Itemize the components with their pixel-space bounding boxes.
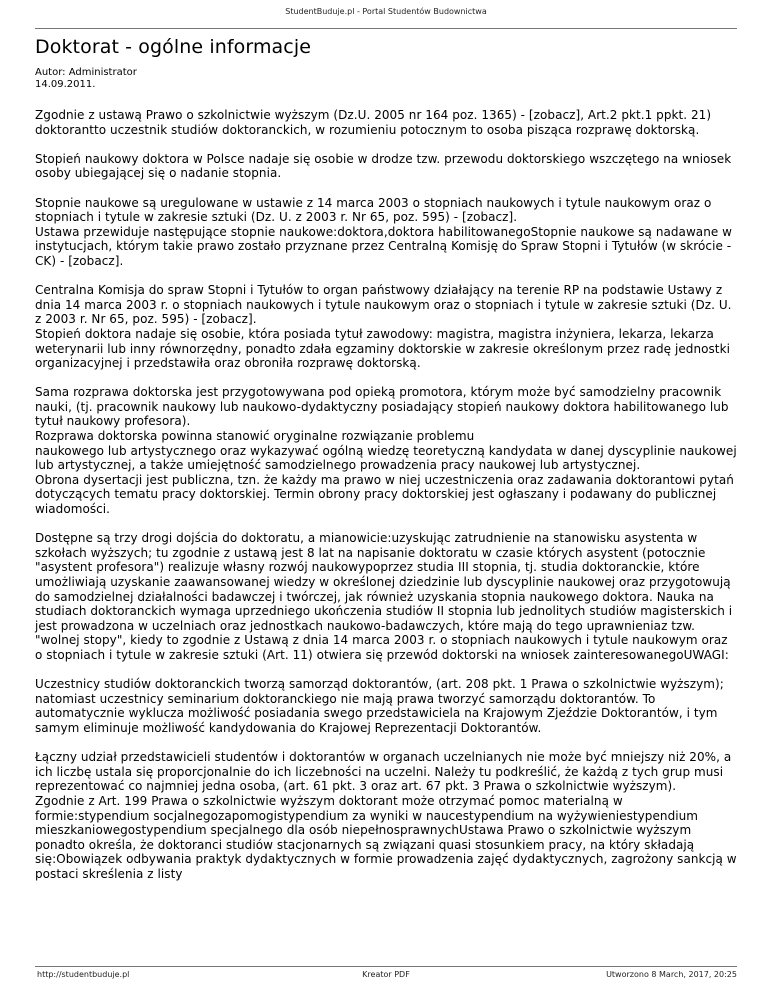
paragraph — [35, 108, 737, 137]
paragraph-text: naukowego lub artystycznego oraz wykazywać ogólną wiedzę teoretyczną kandydata w danej dyscyplinie naukowej lub artystycznej, a także umiejętność samodzielnego prowadzenia pracy naukowej lub artystycznej. — [35, 443, 737, 473]
paragraph — [35, 385, 737, 516]
site-title: StudentBuduje.pl - Portal Studentów Budownictwa — [285, 7, 487, 16]
article-body — [35, 108, 737, 896]
paragraph-text: Zgodnie z Art. 199 Prawa o szkolnictwie wyższym doktorant może otrzymać pomoc materialną w formie:stypendium socjalnegozapomogistypendium za wyniki w naucestypendium na wyżywieniestypendium mieszkaniowegostypendium specjalnego dla osób niepełnosprawnychUstawa Prawo o szkolnictwie wyższym ponadto określa, że doktoranci studiów stacjonarnych są związani quasi stosunkiem pracy, na który składają się:Obowiązek odbywania praktyk dydaktycznych w formie prowadzenia zajęć dydaktycznych, zagrożony sankcją w postaci skreślenia z listy — [35, 793, 737, 881]
footer-created: Utworzono 8 March, 2017, 20:25 — [606, 970, 737, 979]
paragraph-text: Łączny udział przedstawicieli studentów i doktorantów w organach uczelnianych nie może być mniejszy niż 20%, a ich liczbę ustala się proporcjonalnie do ich liczebności na uczelni. Należy tu podkreślić, że każdą z tych grup musi reprezentować co najmniej jedna osoba, (art. 61 pkt. 3 oraz art. 67 pkt. 3 Prawa o szkolnictwie wyższym). — [35, 750, 732, 794]
paragraph-text: Centralna Komisja do spraw Stopni i Tytułów to organ państwowy działający na terenie RP na podstawie Ustawy z dnia 14 marca 2003 r. o stopniach naukowych i tytule naukowym oraz o stopniach i tytule w zakresie sztuki (Dz. U. z 2003 r. Nr 65, poz. 595) - [zobacz]. — [35, 283, 732, 327]
paragraph-text: Stopnie naukowe są uregulowane w ustawie z 14 marca 2003 o stopniach naukowych i tytule naukowym oraz o stopniach i tytule w zakresie sztuki (Dz. U. z 2003 r. Nr 65, poz. 595) - [zobacz]. — [35, 195, 712, 225]
publish-date: 14.09.2011. — [35, 79, 96, 90]
paragraph-text: Obrona dysertacji jest publiczna, tzn. że każdy ma prawo w niej uczestniczenia oraz zadawania doktorantowi pytań dotyczących tematu pracy doktorskiej. Termin obrony pracy doktorskiej jest ogłaszany i podawany do publicznej wiadomości. — [35, 472, 734, 517]
site-header — [35, 0, 737, 29]
paragraph — [35, 750, 737, 881]
article-meta — [35, 67, 137, 91]
paragraph-text: Stopień naukowy doktora w Polsce nadaje się osobie w drodze tzw. przewodu doktorskiego wszczętego na wniosek osoby ubiegającej się o nadanie stopnia. — [35, 151, 732, 181]
paragraph — [35, 677, 737, 735]
paragraph — [35, 283, 737, 371]
paragraph-text: Zgodnie z ustawą Prawo o szkolnictwie wyższym (Dz.U. 2005 nr 164 poz. 1365) - [zobacz], Art.2 pkt.1 ppkt. 21) doktorantto uczestnik studiów doktoranckich, w rozumieniu potocznym to osoba pisząca rozprawę doktorską. — [35, 108, 712, 137]
footer-url-link[interactable]: http://studentbuduje.pl — [37, 970, 130, 979]
site-footer — [35, 966, 737, 987]
footer-generator: Kreator PDF — [362, 970, 410, 979]
author-line: Autor: Administrator — [35, 67, 137, 78]
paragraph — [35, 531, 737, 662]
paragraph-text: Uczestnicy studiów doktoranckich tworzą samorząd doktorantów, (art. 208 pkt. 1 Prawa o szkolnictwie wyższym); natomiast uczestnicy seminarium doktoranckiego nie mają prawa tworzyć samorządu doktorantów. To automatycznie wyklucza możliwość posiadania swego przedstawiciela na Krajowym Zjeździe Doktorantów, i tym samym eliminuje możliwość kandydowania do Krajowej Reprezentacji Doktorantów. — [35, 677, 724, 735]
paragraph-text: Sama rozprawa doktorska jest przygotowywana pod opieką promotora, którym może być samodzielny pracownik nauki, (tj. pracownik naukowy lub naukowo-dydaktyczny posiadający stopień naukowy doktora habilitowanego lub tytuł naukowy profesora). — [35, 385, 729, 429]
paragraph — [35, 152, 737, 181]
paragraph-text: Dostępne są trzy drogi dojścia do doktoratu, a mianowicie:uzyskując zatrudnienie na stanowisku asystenta w szkołach wyższych; tu zgodnie z ustawą jest 8 lat na napisanie doktoratu w czasie których asystent (potocznie "asystent profesora") realizuje własny rozwój naukowypoprzez studia III stopnia, tj. studia doktoranckie, które umożliwiają uzyskanie zaawansowanej wiedzy w określonej dziedzinie lub dyscyplinie naukowej oraz przygotowują do samodzielnej działalności badawczej i twórczej, jak również uzyskania stopnia naukowego doktora. Nauka na studiach doktoranckich wymaga uprzedniego ukończenia studiów II stopnia lub jednolitych studiów magisterskich i jest prowadzona w uczelniach oraz jednostkach naukowo-badawczych, które mają do tego uprawnieniaz tzw. "wolnej stopy", kiedy to zgodnie z Ustawą z dnia 14 marca 2003 r. o stopniach naukowych i tytule naukowym oraz o stopniach i tytule w zakresie sztuki (Art. 11) otwiera się przewód doktorski na wniosek zainteresowanegoUWAGI: — [35, 531, 733, 662]
paragraph-text: Ustawa przewiduje następujące stopnie naukowe:doktora,doktora habilitowanegoStopnie naukowe są nadawane w instytucjach, którym takie prawo zostało przyznane przez Centralną Komisję do Spraw Stopni i Tytułów (w skrócie - CK) - [zobacz]. — [35, 224, 733, 268]
paragraph-text: Stopień doktora nadaje się osobie, która posiada tytuł zawodowy: magistra, magistra inżyniera, lekarza, lekarza weterynarii lub inny równorzędny, ponadto zdała egzaminy doktorskie w zakresie określonym przez radę jednostki organizacyjnej i przedstawiła oraz obroniła rozprawę doktorską. — [35, 326, 730, 371]
paragraph-text: Rozprawa doktorska powinna stanowić oryginalne rozwiązanie problemu — [35, 429, 475, 444]
page-title: Doktorat - ogólne informacje — [35, 36, 312, 58]
paragraph — [35, 196, 737, 269]
